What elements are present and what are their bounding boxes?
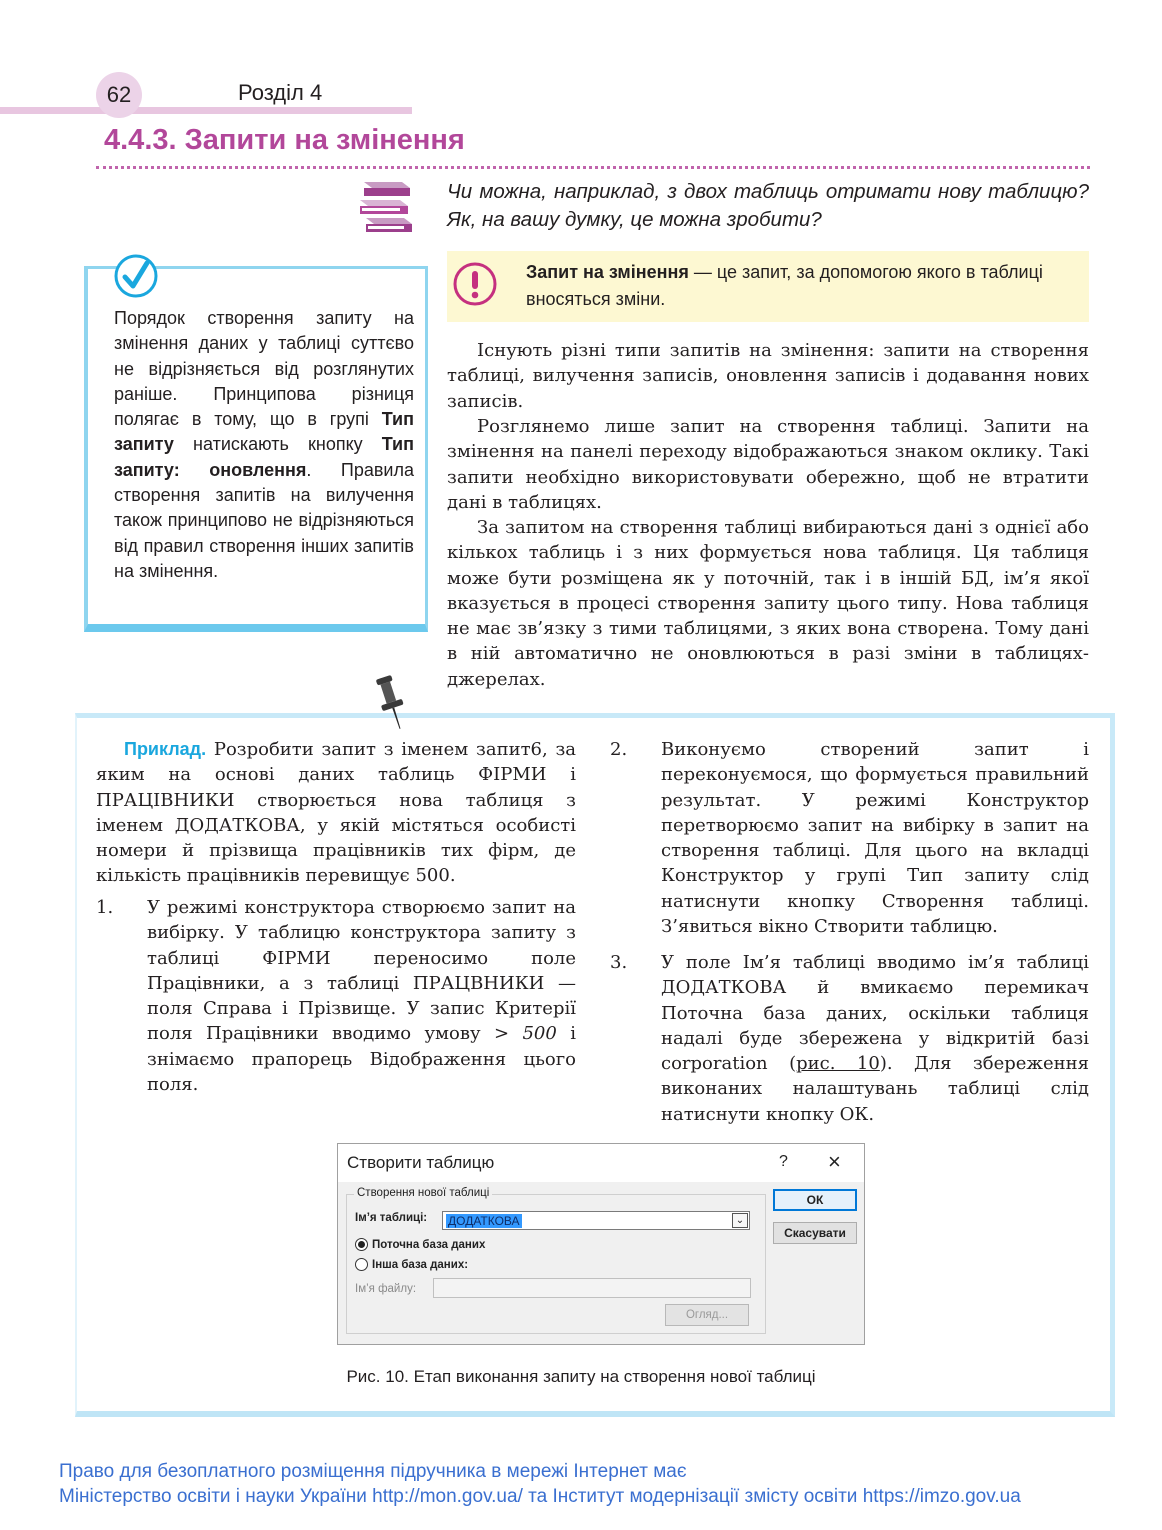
side-note-part: Порядок створення запиту на змінення даних у таблиці суттєво не відрізняється від розглянутих раніше. Принципова різниця полягає в тому, що в групі bbox=[114, 308, 414, 430]
intro-question: Чи можна, наприклад, з двох таблиць отримати нову таблицю? Як, на вашу думку, це можна зробити? bbox=[447, 180, 1089, 231]
figure-reference-link[interactable]: рис. 10 bbox=[796, 1053, 880, 1075]
side-note-bold: Тип запиту bbox=[114, 409, 414, 455]
figure-caption: Рис. 10. Етап виконання запиту на створення нової таблиці bbox=[346, 1367, 816, 1386]
checkmark-icon bbox=[113, 253, 159, 299]
definition-body: — це запит, за допомогою якого в таблиці вносяться зміни. bbox=[526, 262, 1043, 309]
step-number: 3. bbox=[610, 952, 628, 973]
body-paragraph: Розглянемо лише запит на створення таблиці. Запити на змінення на панелі переходу відображаються знаком оклику. Такі запити необхідно використовувати обережно, щоб не втратити дані в таблицях. bbox=[447, 416, 1089, 513]
current-database-radio[interactable] bbox=[355, 1238, 485, 1251]
step-condition: > 500 bbox=[494, 1023, 557, 1045]
radio-selected-icon bbox=[355, 1238, 368, 1251]
step-number: 1. bbox=[96, 897, 114, 918]
browse-button[interactable]: Огляд... bbox=[665, 1304, 749, 1326]
side-note-part: . Правила створення запитів на вилучення також принципово не відрізняються від правил створення інших запитів на змінення. bbox=[114, 459, 414, 581]
chevron-down-icon[interactable]: ⌄ bbox=[732, 1213, 748, 1228]
page-number: 62 bbox=[96, 72, 142, 118]
current-database-label: Поточна база даних bbox=[372, 1238, 486, 1251]
step-text bbox=[147, 895, 576, 1097]
step-text: Виконуємо створений запит і переконуємося, що формується правильний результат. У режимі Конструктор перетворюємо запит на вибірку в запит на створення таблиці. Для цього на вкладці Конструктор у групі Тип запиту слід натиснути кнопку Створення таблиці. З’явиться вікно Створити таблицю. bbox=[661, 739, 1089, 938]
side-note-part: натискають кнопку bbox=[173, 434, 382, 455]
radio-unselected-icon bbox=[355, 1258, 368, 1271]
example-intro bbox=[96, 737, 576, 889]
cancel-button[interactable]: Скасувати bbox=[773, 1222, 857, 1244]
example-task: Розробити запит з іменем запит6, за яким на основі даних таблиць ФІРМИ і ПРАЦІВНИКИ створюється нова таблиця з іменем ДОДАТКОВА, у якій містяться особисті номери й прізвища працівників тих фірм, де кількість працівників перевищує 500. bbox=[96, 739, 576, 887]
side-note-bold: Тип запиту: оновлення bbox=[114, 434, 414, 480]
example-label: Приклад. bbox=[124, 739, 207, 759]
other-database-radio[interactable] bbox=[355, 1258, 468, 1271]
footer-rights-links: Міністерство освіти і науки України http://mon.gov.ua/ та Інститут модернізації змісту освіти https://imzo.gov.ua bbox=[59, 1486, 1021, 1507]
body-paragraph: За запитом на створення таблиці вибираються дані з однієї або кількох таблиць і з них формується нова таблиця. Ця таблиця може бути розміщена як у поточній, так і в іншій БД, ім’я якої вказується в процесі створення запиту цього типу. Нова таблиця не має зв’язку з тими таблицями, з яких вона створена. Тому дані в ній автоматично не оновлюються в разі зміни в таблицях-джерелах. bbox=[447, 517, 1089, 690]
step-part: У поле Ім’я таблиці вводимо ім’я таблиці ДОДАТКОВА й вмикаємо перемикач Поточна база даних, оскільки таблиця надалі буде збережена у відкритій базі corporation ( bbox=[661, 952, 1089, 1075]
header-band bbox=[0, 107, 412, 114]
definition-term: Запит на змінення bbox=[526, 262, 689, 282]
section-heading: 4.4.3. Запити на змінення bbox=[104, 124, 465, 156]
other-database-label: Інша база даних: bbox=[372, 1258, 469, 1271]
ok-button[interactable]: ОК bbox=[773, 1189, 857, 1211]
step-part: У режимі конструктора створюємо запит на вибірку. У таблицю конструктора запиту з таблиці ФІРМИ переносимо поле Працівники, а з таблиці ПРАЦВНИКИ — поля Справа і Прізвище. У запис Критерії поля Працівники вводимо умову bbox=[147, 897, 576, 1045]
dialog-title: Створити таблицю bbox=[347, 1153, 495, 1172]
step-part: ). Для збереження виконаних налаштувань таблиці слід натиснути кнопку ОК. bbox=[661, 1053, 1089, 1125]
file-name-input[interactable] bbox=[433, 1278, 751, 1298]
table-name-value: ДОДАТКОВА bbox=[448, 1214, 520, 1228]
footer-rights-text: Право для безоплатного розміщення підручника в мережі Інтернет має bbox=[59, 1461, 687, 1482]
close-icon[interactable]: × bbox=[828, 1149, 841, 1174]
step-text bbox=[661, 950, 1089, 1127]
books-icon bbox=[356, 178, 414, 236]
step-part: і знімаємо прапорець Відображення цього поля. bbox=[147, 1023, 576, 1096]
definition-text bbox=[526, 259, 1071, 313]
table-name-combobox[interactable] bbox=[442, 1211, 750, 1230]
section-label: Розділ 4 bbox=[238, 80, 323, 105]
exclamation-icon bbox=[452, 261, 498, 307]
file-name-label: Ім’я файлу: bbox=[355, 1283, 417, 1295]
side-note-text bbox=[114, 306, 414, 584]
body-paragraph: Існують різні типи запитів на змінення: запити на створення таблиці, вилучення записів, оновлення записів і додавання нових записів. bbox=[447, 340, 1089, 412]
pushpin-icon bbox=[372, 674, 412, 734]
dialog-titlebar bbox=[338, 1144, 864, 1182]
heading-divider bbox=[96, 166, 1090, 169]
help-icon[interactable]: ? bbox=[779, 1153, 788, 1170]
table-name-label: Ім’я таблиці: bbox=[355, 1212, 428, 1224]
create-table-dialog bbox=[337, 1143, 865, 1345]
group-legend: Створення нової таблиці bbox=[354, 1187, 492, 1199]
step-number: 2. bbox=[610, 739, 628, 760]
